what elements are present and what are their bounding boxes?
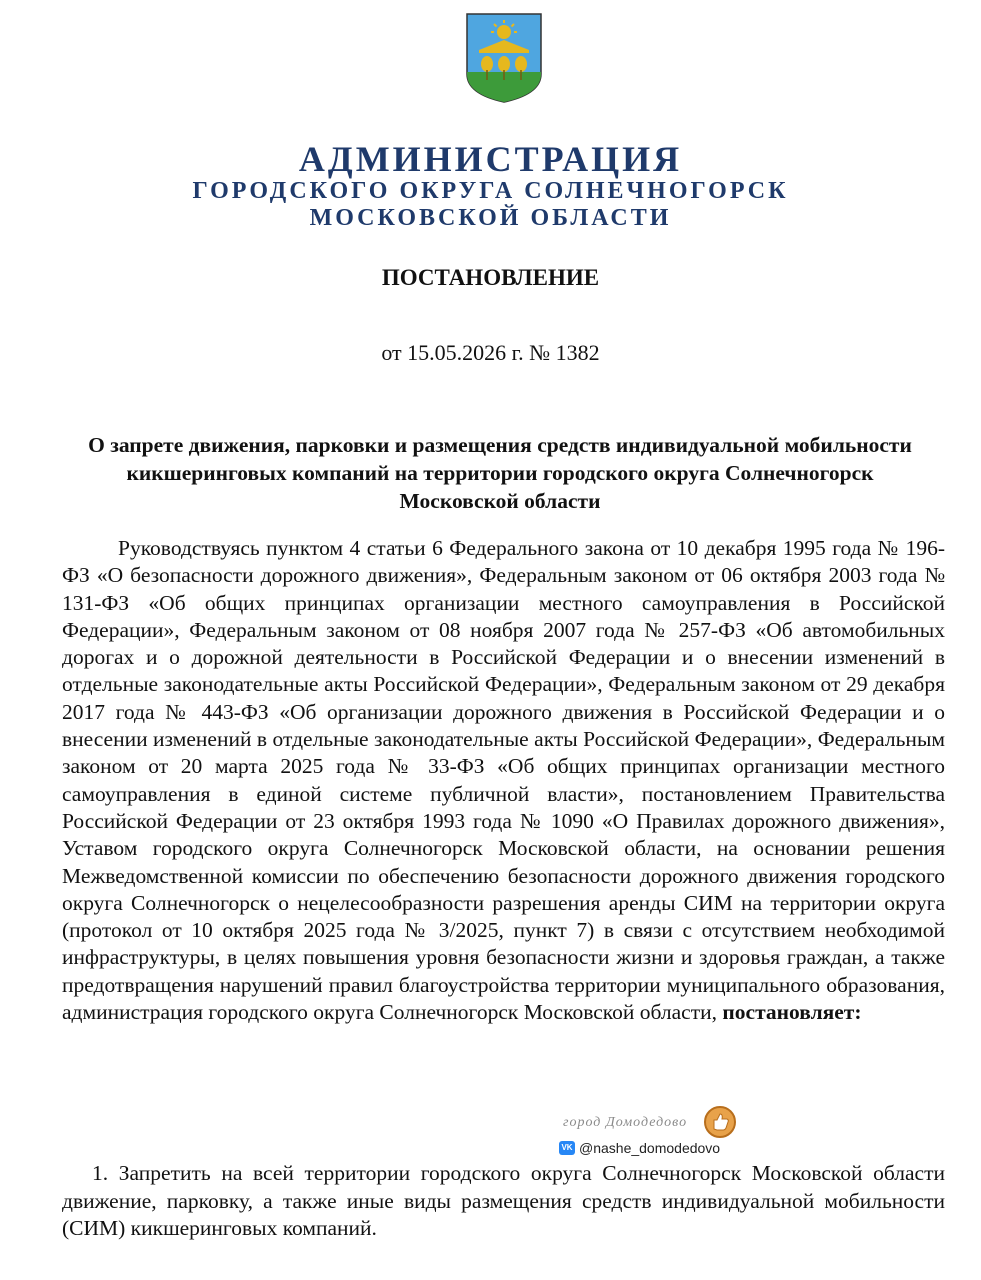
document-type: ПОСТАНОВЛЕНИЕ xyxy=(381,265,600,290)
org-title: АДМИНИСТРАЦИЯ xyxy=(298,139,683,179)
decree-word: постановляет: xyxy=(722,1000,862,1025)
org-subtitle-region: МОСКОВСКОЙ ОБЛАСТИ xyxy=(309,205,672,231)
watermark xyxy=(555,1105,755,1161)
document-date-number: от 15.05.2026 г. № 1382 xyxy=(381,340,600,365)
coat-of-arms-icon xyxy=(465,12,543,104)
vk-icon: VK xyxy=(559,1141,575,1155)
document-preamble xyxy=(62,535,945,1026)
watermark-town: город Домодедово xyxy=(563,1115,688,1130)
decree-item-1: 1. Запретить на всей территории городского округа Солнечногорск Московской области движение, парковку, а также иные виды размещения средств индивидуальной мобильности (СИМ) кикшеринговых компаний. xyxy=(62,1161,945,1240)
watermark-badge xyxy=(555,1139,724,1157)
document-title: О запрете движения, парковки и размещения средств индивидуальной мобильности кикшеринговых компаний на территории городского округа Солнечногорск Московской области xyxy=(88,433,912,513)
watermark-handle: @nashe_domodedovo xyxy=(579,1140,721,1156)
org-subtitle-district: ГОРОДСКОГО ОКРУГА СОЛНЕЧНОГОРСК xyxy=(192,178,789,204)
thumbs-up-logo-icon xyxy=(703,1105,737,1139)
preamble-text: Руководствуясь пунктом 4 статьи 6 Федерального закона от 10 декабря 1995 года № 196-ФЗ «О безопасности дорожного движения», Федеральным законом от 06 октября 2003 года № 131-ФЗ «Об общих принципах организации местного самоуправления в Российской Федерации», Федеральным законом от 08 ноября 2007 года № 257-ФЗ «Об автомобильных дорогах и о дорожной деятельности в Российской Федерации и о внесении изменений в отдельные законодательные акты Российской Федерации», Федеральным законом от 29 декабря 2017 года № 443-ФЗ «Об организации дорожного движения в Российской Федерации и о внесении изменений в отдельные законодательные акты Российской Федерации», Федеральным законом от 20 марта 2025 года № 33-ФЗ «Об общих принципах организации местного самоуправления в единой системе публичной власти», постановлением Правительства Российской Федерации от 23 октября 1993 года № 1090 «О Правилах дорожного движения», Уставом городского округа Солнечногорск Московской области, на основании решения Межведомственной комиссии по обеспечению безопасности дорожного движения городского округа Солнечногорск о нецелесообразности разрешения аренды СИМ на территории округа (протокол от 10 октября 2025 года № 3/2025, пункт 7) в связи с отсутствием необходимой инфраструктуры, в целях повышения уровня безопасности жизни и здоровья граждан, а также предотвращения нарушений правил благоустройства территории муниципального образования, администрация городского округа Солнечногорск Московской области, xyxy=(62,536,945,1025)
